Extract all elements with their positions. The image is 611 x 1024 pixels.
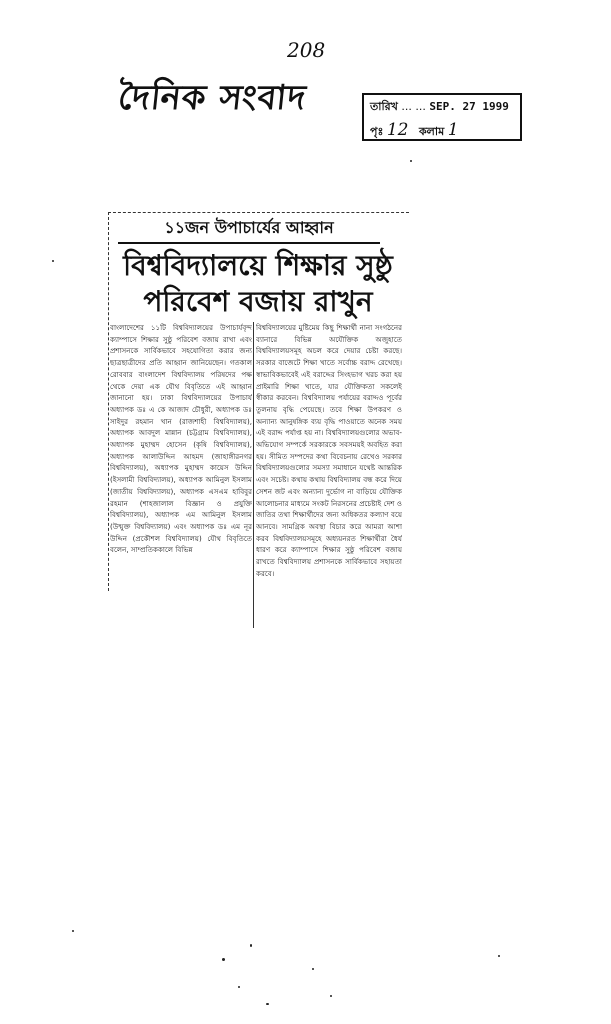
scan-speck (312, 968, 314, 970)
date-dots: ... ... (401, 100, 430, 113)
page-row (370, 122, 459, 139)
scan-speck (266, 1003, 269, 1005)
article-kicker: ১১জন উপাচার্যের আহ্বান (118, 214, 380, 244)
article-column-1: বাংলাদেশের ১১টি বিশ্ববিদ্যালয়ের উপাচার্যবৃন্দ ক্যাম্পাসে শিক্ষার সুষ্ঠু পরিবেশ বজায় রাখা এবং প্রশাসনকে সার্বিকভাবে সহযোগিতা করার জন্য ছাত্রছাত্রীদের প্রতি আহ্বান জানিয়েছেন। গতকাল রোববার বাংলাদেশ বিশ্ববিদ্যালয় পরিষদের পক্ষ থেকে দেয়া এক যৌথ বিবৃতিতে এই আহ্বান জানানো হয়। ঢাকা বিশ্ববিদ্যালয়ের উপাচার্য অধ্যাপক ডঃ এ কে আজাদ চৌধুরী, অধ্যাপক ডঃ সাইদুর রহমান খান (রাজশাহী বিশ্ববিদ্যালয়), অধ্যাপক আবদুল মান্নান (চট্টগ্রাম বিশ্ববিদ্যালয়), অধ্যাপক মুহাম্মদ হোসেন (কৃষি বিশ্ববিদ্যালয়), অধ্যাপক আলাউদ্দিন আহমদ (জাহাঙ্গীরনগর বিশ্ববিদ্যালয়), অধ্যাপক মুহাম্মদ কায়েস উদ্দিন (ইসলামী বিশ্ববিদ্যালয়), অধ্যাপক আমিনুল ইসলাম (জাতীয় বিশ্ববিদ্যালয়), অধ্যাপক এসএম হাবিবুর রহমান (শাহজালাল বিজ্ঞান ও প্রযুক্তি বিশ্ববিদ্যালয়), অধ্যাপক এম আমিনুল ইসলাম (উন্মুক্ত বিশ্ববিদ্যালয়) এবং অধ্যাপক ডঃ এম নূর উদ্দিন (প্রকৌশল বিশ্ববিদ্যালয়) যৌথ বিবৃতিতে বলেন, সাম্প্রতিককালে বিভিন্ন (110, 323, 252, 555)
scan-speck (238, 986, 240, 988)
page-label: পৃঃ (370, 125, 384, 138)
scan-speck (72, 930, 74, 932)
handwritten-page-number: 208 (287, 38, 326, 62)
date-value: SEP. 27 1999 (429, 100, 509, 113)
date-label: তারিখ (370, 100, 398, 113)
clipping-date-stamp (362, 93, 522, 141)
column-label: কলাম (418, 125, 445, 138)
newspaper-masthead: দৈনিক সংবাদ (116, 78, 309, 118)
scan-speck (498, 955, 500, 957)
scan-speck (410, 160, 412, 162)
headline-line-2: পরিবেশ বজায় রাখুন (143, 285, 373, 318)
article-headline (108, 248, 408, 320)
column-value: 1 (447, 120, 459, 140)
headline-line-1: বিশ্ববিদ্যালয়ে শিক্ষার সুষ্ঠু (123, 249, 393, 282)
scan-speck (222, 958, 225, 961)
column-divider (253, 322, 254, 628)
scan-speck (330, 995, 332, 997)
scan-speck (250, 944, 252, 947)
article-column-2: বিশ্ববিদ্যালয়ের মুষ্টিমেয় কিছু শিক্ষার্থী নানা সংগঠনের ব্যানারে বিভিন্ন অযৌক্তিক অজুহাতে বিশ্ববিদ্যালয়সমূহ অচল করে দেয়ার চেষ্টা করছে। সরকার বাজেটে শিক্ষা খাতে সর্বোচ্চ বরাদ্দ রেখেছে। স্বাভাবিকভাবেই এই বরাদ্দের সিংহভাগ খরচ করা হয় প্রাইমারি শিক্ষা খাতে, যার যৌক্তিকতা সকলেই স্বীকার করবেন। বিশ্ববিদ্যালয় পর্যায়ের বরাদ্দও পূর্বের তুলনায় বৃদ্ধি পেয়েছে। তবে শিক্ষা উপকরণ ও অন্যান্য আনুষঙ্গিক ব্যয় বৃদ্ধি পাওয়াতে অনেক সময় এই বরাদ্দ পর্যাপ্ত হয় না। বিশ্ববিদ্যালয়গুলোর অভাব-অভিযোগ সম্পর্কে সরকারকে সবসময়ই অবহিত করা হয়। সীমিত সম্পদের কথা বিবেচনায় রেখেও সরকার বিশ্ববিদ্যালয়গুলোর সমস্যা সমাধানে যথেষ্ট আন্তরিক এবং সচেষ্ট। কথায় কথায় বিশ্ববিদ্যালয় বন্ধ করে দিয়ে সেশন জট এবং অন্যান্য দুর্ভোগ না বাড়িয়ে যৌক্তিক আলোচনার মাধ্যমে সংকট নিরসনের প্রচেষ্টাই দেশ ও জাতির তথা শিক্ষার্থীদের জন্য অধিকতর কল্যাণ বয়ে আনবে। সামগ্রিক অবস্থা বিচার করে আমরা আশা করব বিশ্ববিদ্যালয়সমূহে অধ্যয়নরত শিক্ষার্থীরা ধৈর্য ধারণ করে ক্যাম্পাসে শিক্ষার সুষ্ঠু পরিবেশ বজায় রাখতে বিশ্ববিদ্যালয় প্রশাসনকে সার্বিকভাবে সহায়তা করবে। (256, 323, 402, 578)
date-row (370, 101, 509, 112)
scan-speck (52, 260, 54, 262)
page-value: 12 (386, 120, 409, 140)
